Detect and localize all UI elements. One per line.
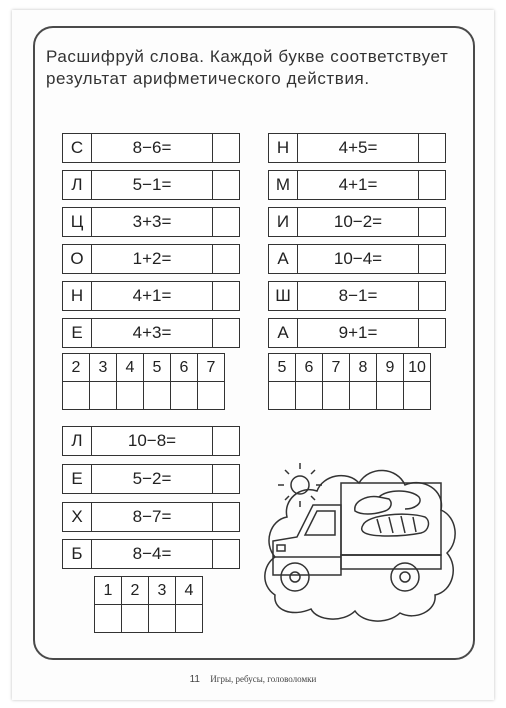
equation-row — [62, 207, 240, 237]
cipher-letter: С — [63, 134, 92, 162]
cipher-letter: Н — [269, 134, 298, 162]
grid-number: 7 — [323, 354, 350, 382]
letter-cell[interactable] — [171, 382, 198, 410]
equation-row — [268, 170, 446, 200]
cipher-letter: Х — [63, 503, 92, 531]
cipher-letter: А — [269, 319, 298, 347]
page-number: 11 — [189, 674, 200, 685]
answer-box[interactable] — [213, 208, 239, 236]
letter-cell[interactable] — [63, 382, 90, 410]
letter-cell[interactable] — [350, 382, 377, 410]
equation-row — [62, 244, 240, 274]
answer-box[interactable] — [213, 245, 239, 273]
equation-row — [268, 207, 446, 237]
cipher-letter: Ц — [63, 208, 92, 236]
arithmetic-expression: 4+5= — [298, 134, 419, 162]
answer-box[interactable] — [213, 503, 239, 531]
equation-row — [268, 281, 446, 311]
grid-number: 2 — [122, 577, 149, 605]
equation-row — [62, 281, 240, 311]
arithmetic-expression: 8−1= — [298, 282, 419, 310]
answer-box[interactable] — [419, 134, 445, 162]
grid-number: 1 — [95, 577, 122, 605]
equation-row — [62, 539, 240, 569]
cipher-letter: Е — [63, 319, 92, 347]
decode-grid-bottom — [94, 576, 203, 633]
letter-cell[interactable] — [149, 605, 176, 633]
arithmetic-expression: 10−8= — [92, 427, 213, 455]
footer-text: Игры, ребусы, головоломки — [210, 674, 317, 684]
arithmetic-expression: 8−4= — [92, 540, 213, 568]
decode-grid-right — [268, 353, 431, 410]
cipher-letter: И — [269, 208, 298, 236]
equation-row — [62, 170, 240, 200]
answer-box[interactable] — [213, 319, 239, 347]
cipher-letter: Б — [63, 540, 92, 568]
wheel-icon — [391, 563, 419, 591]
arithmetic-expression: 8−6= — [92, 134, 213, 162]
arithmetic-expression: 4+3= — [92, 319, 213, 347]
letter-cell[interactable] — [198, 382, 225, 410]
cipher-letter: А — [269, 245, 298, 273]
grid-number: 2 — [63, 354, 90, 382]
answer-box[interactable] — [213, 282, 239, 310]
letter-cell[interactable] — [377, 382, 404, 410]
arithmetic-expression: 4+1= — [298, 171, 419, 199]
equation-row — [268, 244, 446, 274]
bread-icon — [355, 491, 429, 536]
letter-cell[interactable] — [144, 382, 171, 410]
answer-box[interactable] — [419, 319, 445, 347]
cipher-letter: Л — [63, 171, 92, 199]
arithmetic-expression: 9+1= — [298, 319, 419, 347]
answer-box[interactable] — [419, 245, 445, 273]
equation-row — [268, 318, 446, 348]
answer-box[interactable] — [213, 540, 239, 568]
cipher-letter: Ш — [269, 282, 298, 310]
arithmetic-expression: 8−7= — [92, 503, 213, 531]
answer-box[interactable] — [213, 171, 239, 199]
equation-row — [62, 502, 240, 532]
wheel-icon — [281, 563, 309, 591]
grid-number: 9 — [377, 354, 404, 382]
cipher-letter: Н — [63, 282, 92, 310]
grid-number: 10 — [404, 354, 431, 382]
equation-row — [268, 133, 446, 163]
arithmetic-expression: 3+3= — [92, 208, 213, 236]
grid-number: 6 — [171, 354, 198, 382]
arithmetic-expression: 4+1= — [92, 282, 213, 310]
cipher-letter: М — [269, 171, 298, 199]
grid-number: 4 — [117, 354, 144, 382]
answer-box[interactable] — [213, 427, 239, 455]
truck-cargo-box — [341, 483, 441, 555]
answer-box[interactable] — [213, 465, 239, 493]
arithmetic-expression: 5−2= — [92, 465, 213, 493]
letter-cell[interactable] — [404, 382, 431, 410]
letter-cell[interactable] — [296, 382, 323, 410]
letter-cell[interactable] — [176, 605, 203, 633]
cipher-letter: Е — [63, 465, 92, 493]
answer-box[interactable] — [419, 208, 445, 236]
letter-cell[interactable] — [95, 605, 122, 633]
answer-box[interactable] — [419, 282, 445, 310]
answer-box[interactable] — [419, 171, 445, 199]
bread-truck-illustration — [255, 445, 465, 625]
grid-number: 6 — [296, 354, 323, 382]
letter-cell[interactable] — [122, 605, 149, 633]
grid-number: 5 — [144, 354, 171, 382]
letter-cell[interactable] — [90, 382, 117, 410]
grid-number: 8 — [350, 354, 377, 382]
letter-cell[interactable] — [117, 382, 144, 410]
arithmetic-expression: 10−2= — [298, 208, 419, 236]
truck-cab — [273, 505, 341, 575]
cipher-letter: О — [63, 245, 92, 273]
letter-cell[interactable] — [269, 382, 296, 410]
cloud-outline — [265, 470, 455, 621]
arithmetic-expression: 1+2= — [92, 245, 213, 273]
equation-row — [62, 464, 240, 494]
grid-number: 3 — [149, 577, 176, 605]
equation-row — [62, 426, 240, 456]
answer-box[interactable] — [213, 134, 239, 162]
arithmetic-expression: 5−1= — [92, 171, 213, 199]
decode-grid-left — [62, 353, 225, 410]
equation-row — [62, 318, 240, 348]
equation-row — [62, 133, 240, 163]
letter-cell[interactable] — [323, 382, 350, 410]
page-footer — [0, 674, 506, 685]
grid-number: 5 — [269, 354, 296, 382]
grid-number: 7 — [198, 354, 225, 382]
grid-number: 4 — [176, 577, 203, 605]
instruction-text: Расшифруй слова. Каждой букве соответствует результат арифметического действия. — [46, 47, 449, 88]
cipher-letter: Л — [63, 427, 92, 455]
grid-number: 3 — [90, 354, 117, 382]
arithmetic-expression: 10−4= — [298, 245, 419, 273]
